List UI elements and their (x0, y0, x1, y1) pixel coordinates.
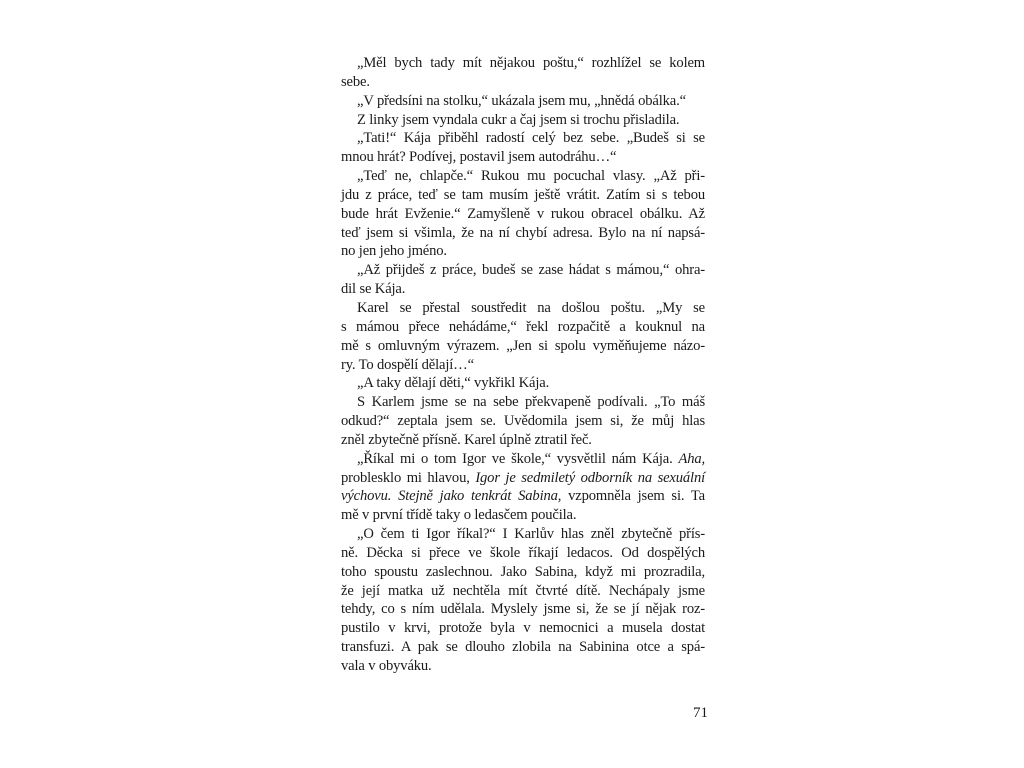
line-text: „Říkal mi o tom Igor ve škole,“ vysvětlil nám Kája. (357, 450, 673, 467)
line-text: transfuzi. A pak se dlouho zlobila na Sabinina otce a spá- (341, 639, 705, 656)
line-text: mě s omluvným výrazem. „Jen si spolu vyměňujeme názo- (341, 337, 705, 354)
text-line (341, 73, 705, 92)
text-line (341, 280, 705, 299)
line-text: „Až přijdeš z práce, budeš se zase hádat s mámou,“ ohra- (357, 262, 705, 279)
line-text: ně. Děcka si přece ve škole říkají ledacos. Od dospělých (341, 544, 705, 561)
text-line (341, 638, 705, 657)
line-text: odkud?“ zeptala jsem se. Uvědomila jsem si, že můj hlas (341, 413, 705, 430)
text-line (341, 544, 705, 563)
text-line (341, 92, 705, 111)
page-number: 71 (693, 705, 708, 721)
text-line (341, 393, 705, 412)
line-text: pustilo v krvi, protože byla v nemocnici a musela dostat (341, 620, 705, 637)
line-text: „Měl bych tady mít nějakou poštu,“ rozhlížel se kolem (357, 55, 705, 71)
line-text: dil se Kája. (341, 281, 406, 298)
italic-text: výchovu. Stejně jako tenkrát Sabina, (341, 488, 562, 505)
text-line (341, 600, 705, 619)
text-line (341, 318, 705, 337)
text-line (341, 54, 705, 73)
text-line (341, 563, 705, 582)
line-text: vala v obyváku. (341, 658, 432, 674)
text-line (341, 487, 705, 506)
line-text: no jen jeho jméno. (341, 243, 447, 260)
text-line (341, 619, 705, 638)
line-text: „Tati!“ Kája přiběhl radostí celý bez sebe. „Budeš si se (357, 130, 705, 147)
line-text: tehdy, co s ním udělala. Myslely jsme si, že se jí nějak roz- (341, 601, 705, 618)
text-line (341, 148, 705, 167)
line-text: „Teď ne, chlapče.“ Rukou mu pocuchal vlasy. „Až při- (357, 168, 705, 185)
line-text: vzpomněla jsem si. Ta (568, 488, 705, 505)
text-line (341, 582, 705, 601)
text-line (341, 261, 705, 280)
text-line (341, 205, 705, 224)
text-line (341, 167, 705, 186)
text-line (341, 657, 705, 676)
line-text: „O čem ti Igor říkal?“ I Karlův hlas zněl zbytečně přís- (357, 526, 705, 543)
text-line (341, 299, 705, 318)
body-text (341, 54, 705, 676)
line-text: s mámou přece nehádáme,“ řekl rozpačitě a kouknul na (341, 318, 705, 335)
text-line (341, 506, 705, 525)
text-line (341, 111, 705, 130)
text-line (341, 412, 705, 431)
text-line (341, 356, 705, 375)
line-text: S Karlem jsme se na sebe překvapeně podívali. „To máš (357, 394, 705, 411)
text-line (341, 450, 705, 469)
text-line (341, 224, 705, 243)
line-text: bude hrát Evženie.“ Zamyšleně v rukou obracel obálku. Až (341, 205, 705, 222)
text-line (341, 337, 705, 356)
line-text: jdu z práce, teď se tam musím ještě vrátit. Zatím si s tebou (341, 186, 705, 203)
line-text: mě v první třídě taky o ledasčem poučila. (341, 507, 577, 524)
line-text: Karel se přestal soustředit na došlou poštu. „My se (357, 299, 705, 316)
text-line (341, 242, 705, 261)
italic-text: Aha, (678, 450, 706, 467)
text-line (341, 469, 705, 488)
line-text: problesklo mi hlavou, (341, 469, 470, 486)
text-line (341, 431, 705, 450)
line-text: ry. To dospělí dělají…“ (341, 356, 474, 373)
text-line (341, 374, 705, 393)
line-text: „A taky dělají děti,“ vykřikl Kája. (357, 375, 550, 392)
text-line (341, 129, 705, 148)
line-text: zněl zbytečně přísně. Karel úplně ztratil řeč. (341, 431, 592, 448)
line-text: mnou hrát? Podívej, postavil jsem autodráhu…“ (341, 149, 617, 166)
line-text: toho spoustu zaslechnou. Jako Sabina, když mi prozradila, (341, 563, 705, 580)
line-text: že její matka už nechtěla mít čtvrté dítě. Nechápaly jsme (341, 582, 705, 599)
line-text: teď jsem si všimla, že na ní chybí adresa. Bylo na ní napsá- (341, 224, 705, 241)
text-line (341, 525, 705, 544)
italic-text: Igor je sedmiletý odborník na sexuální (475, 469, 706, 486)
text-line (341, 186, 705, 205)
line-text: sebe. (341, 73, 370, 90)
line-text: „V předsíni na stolku,“ ukázala jsem mu, „hnědá obálka.“ (357, 92, 686, 109)
line-text: Z linky jsem vyndala cukr a čaj jsem si trochu přisladila. (357, 111, 680, 128)
